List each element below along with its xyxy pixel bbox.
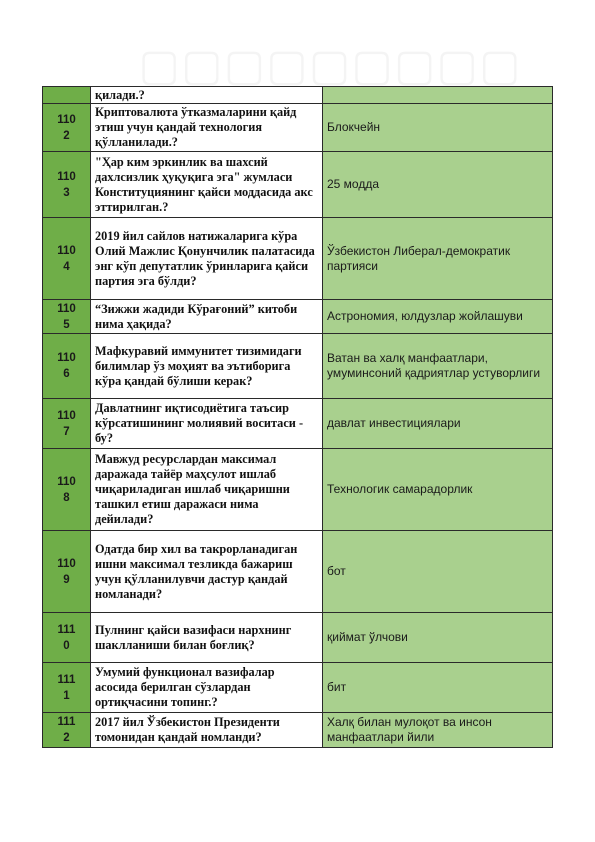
answer-cell: қиймат ўлчови [323,613,553,663]
row-number: 1109 [43,531,91,613]
table-row [43,334,553,399]
row-number: 1107 [43,399,91,449]
answer-cell: Ўзбекистон Либерал-демократик партияси [323,218,553,300]
answer-cell: бот [323,531,553,613]
question-cell: Пулнинг қайси вазифаси нархнинг шаклланиши билан боғлиқ? [91,613,323,663]
question-cell: Мафкуравий иммунитет тизимидаги билимлар ўз моҳият ва эътиборига кўра қандай бўлиши керак? [91,334,323,399]
answer-cell: Халқ билан мулоқот ва инсон манфаатлари йили [323,713,553,748]
qa-table [42,86,553,748]
row-number: 1110 [43,613,91,663]
watermark [120,40,540,91]
row-number: 1103 [43,152,91,218]
question-cell: Одатда бир хил ва такрорланадиган ишни максимал тезликда бажариш учун қўлланилувчи дастур қандай номланади? [91,531,323,613]
question-cell: Умумий функционал вазифалар асосида берилган сўзлардан ортиқчасини топинг.? [91,663,323,713]
question-cell: "Ҳар ким эркинлик ва шахсий дахлсизлик ҳуқуқига эга" жумласи Конституциянинг қайси моддасида акс эттирилган.? [91,152,323,218]
answer-cell: Блокчейн [323,104,553,152]
question-cell: Криптовалюта ўтказмаларини қайд этиш учун қандай технология қўлланилади.? [91,104,323,152]
row-number: 1102 [43,104,91,152]
question-cell: Мавжуд ресурслардан максимал даражада тайёр маҳсулот ишлаб чиқариладиган ишлаб чиқаришни ташкил етиш даражаси нима дейилади? [91,449,323,531]
table-row [43,300,553,334]
answer-cell: бит [323,663,553,713]
table-row [43,613,553,663]
table-row [43,449,553,531]
question-cell: “Зижжи жадиди Кўрағоний” китоби нима ҳақида? [91,300,323,334]
question-cell: Давлатнинг иқтисодиётига таъсир кўрсатишининг молиявий воситаси - бу? [91,399,323,449]
table-row [43,713,553,748]
table-row [43,218,553,300]
answer-cell [323,87,553,104]
row-number: 1108 [43,449,91,531]
row-number: 1111 [43,663,91,713]
row-number: 1112 [43,713,91,748]
table-row [43,152,553,218]
row-number: 1106 [43,334,91,399]
row-number: 1105 [43,300,91,334]
question-cell: 2019 йил сайлов натижаларига кўра Олий Мажлис Қонунчилик палатасида энг кўп депутатлик ўринларига қайси партия эга бўлди? [91,218,323,300]
question-cell: 2017 йил Ўзбекистон Президенти томонидан қандай номланди? [91,713,323,748]
row-number [43,87,91,104]
question-cell: қилади.? [91,87,323,104]
answer-cell: Технологик самарадорлик [323,449,553,531]
table-row [43,399,553,449]
answer-cell: Ватан ва халқ манфаатлари, умуминсоний қадриятлар устуворлиги [323,334,553,399]
table-row [43,104,553,152]
row-number: 1104 [43,218,91,300]
table-row [43,663,553,713]
table-row [43,531,553,613]
table-row [43,87,553,104]
answer-cell: давлат инвестициялари [323,399,553,449]
answer-cell: Астрономия, юлдузлар жойлашуви [323,300,553,334]
answer-cell: 25 модда [323,152,553,218]
